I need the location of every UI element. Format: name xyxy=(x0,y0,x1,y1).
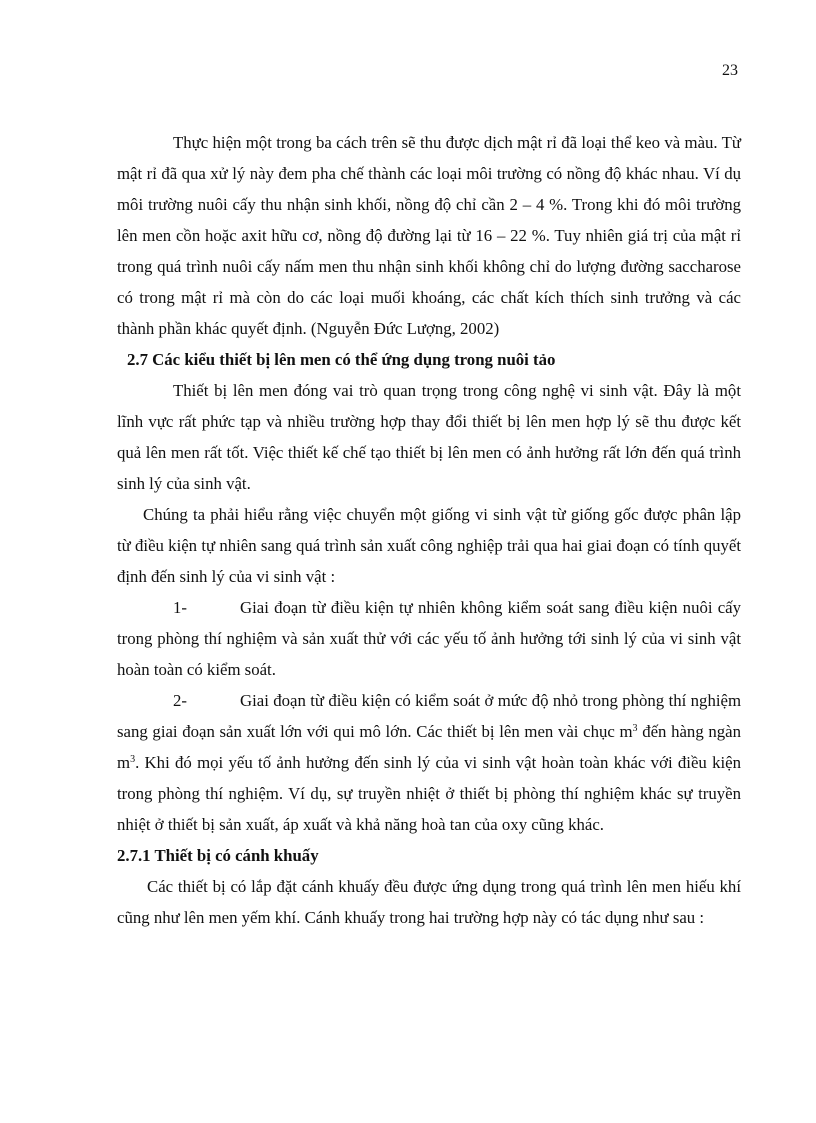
list-item-text: Giai đoạn từ điều kiện tự nhiên không kiểm soát sang điều kiện nuôi cấy trong phòng thí nghiệm và sản xuất thử với các yếu tố ảnh hưởng tới sinh lý của vi sinh vật hoàn toàn có kiểm soát. xyxy=(117,598,741,679)
paragraph-fermenter-role: Thiết bị lên men đóng vai trò quan trọng trong công nghệ vi sinh vật. Đây là một lĩnh vực rất phức tạp và nhiều trường hợp thay đổi thiết bị lên men hợp lý sẽ thu được kết quả lên men rất tốt. Việc thiết kế chế tạo thiết bị lên men có ảnh hưởng rất lớn đến quá trình sinh lý của sinh vật. xyxy=(117,381,741,493)
list-marker: 2- xyxy=(173,691,187,710)
section-heading-2-7: 2.7 Các kiểu thiết bị lên men có thể ứng dụng trong nuôi tảo xyxy=(127,350,556,369)
list-item-stage-1 xyxy=(117,592,741,685)
list-marker: 1- xyxy=(173,598,187,617)
list-item-stage-2 xyxy=(117,685,741,840)
paragraph-two-stages-intro: Chúng ta phải hiểu rằng việc chuyển một giống vi sinh vật từ giống gốc được phân lập từ điều kiện tự nhiên sang quá trình sản xuất công nghiệp trải qua hai giai đoạn có tính quyết định đến sinh lý của vi sinh vật : xyxy=(117,505,741,586)
list-item-text: . Khi đó mọi yếu tố ảnh hưởng đến sinh lý của vi sinh vật hoàn toàn khác với điều kiện trong phòng thí nghiệm. Ví dụ, sự truyền nhiệt ở thiết bị phòng thí nghiệm khác sự truyền nhiệt ở thiết bị sản xuất, áp xuất và khả năng hoà tan của oxy cũng khác. xyxy=(117,753,741,834)
paragraph-molasses-treatment: Thực hiện một trong ba cách trên sẽ thu được dịch mật rỉ đã loại thể keo và màu. Từ mật rỉ đã qua xử lý này đem pha chế thành các loại môi trường có nồng độ khác nhau. Ví dụ môi trường nuôi cấy thu nhận sinh khối, nồng độ chỉ cần 2 – 4 %. Trong khi đó môi trường lên men cồn hoặc axit hữu cơ, nồng độ đường lại từ 16 – 22 %. Tuy nhiên giá trị của mật rỉ trong quá trình nuôi cấy nấm men thu nhận sinh khối không chỉ do lượng đường saccharose có trong mật rỉ mà còn do các loại muối khoáng, các chất kích thích sinh trưởng và các thành phần khác quyết định. (Nguyễn Đức Lượng, 2002) xyxy=(117,133,741,338)
page-number: 23 xyxy=(722,62,738,79)
paragraph-stirrer-equipment: Các thiết bị có lắp đặt cánh khuấy đều được ứng dụng trong quá trình lên men hiếu khí cũng như lên men yếm khí. Cánh khuấy trong hai trường hợp này có tác dụng như sau : xyxy=(117,877,741,927)
section-heading-2-7-1: 2.7.1 Thiết bị có cánh khuấy xyxy=(117,846,319,865)
superscript: 3 xyxy=(632,723,638,734)
document-body xyxy=(117,127,741,933)
list-item-text: Giai đoạn từ điều kiện có kiểm soát ở mức độ nhỏ trong phòng thí nghiệm sang giai đoạn sản xuất lớn với qui mô lớn. Các thiết bị lên men vài chục m xyxy=(117,691,741,741)
superscript: 3 xyxy=(130,754,136,765)
list-item-text: đến hàng ngàn m xyxy=(117,722,741,772)
